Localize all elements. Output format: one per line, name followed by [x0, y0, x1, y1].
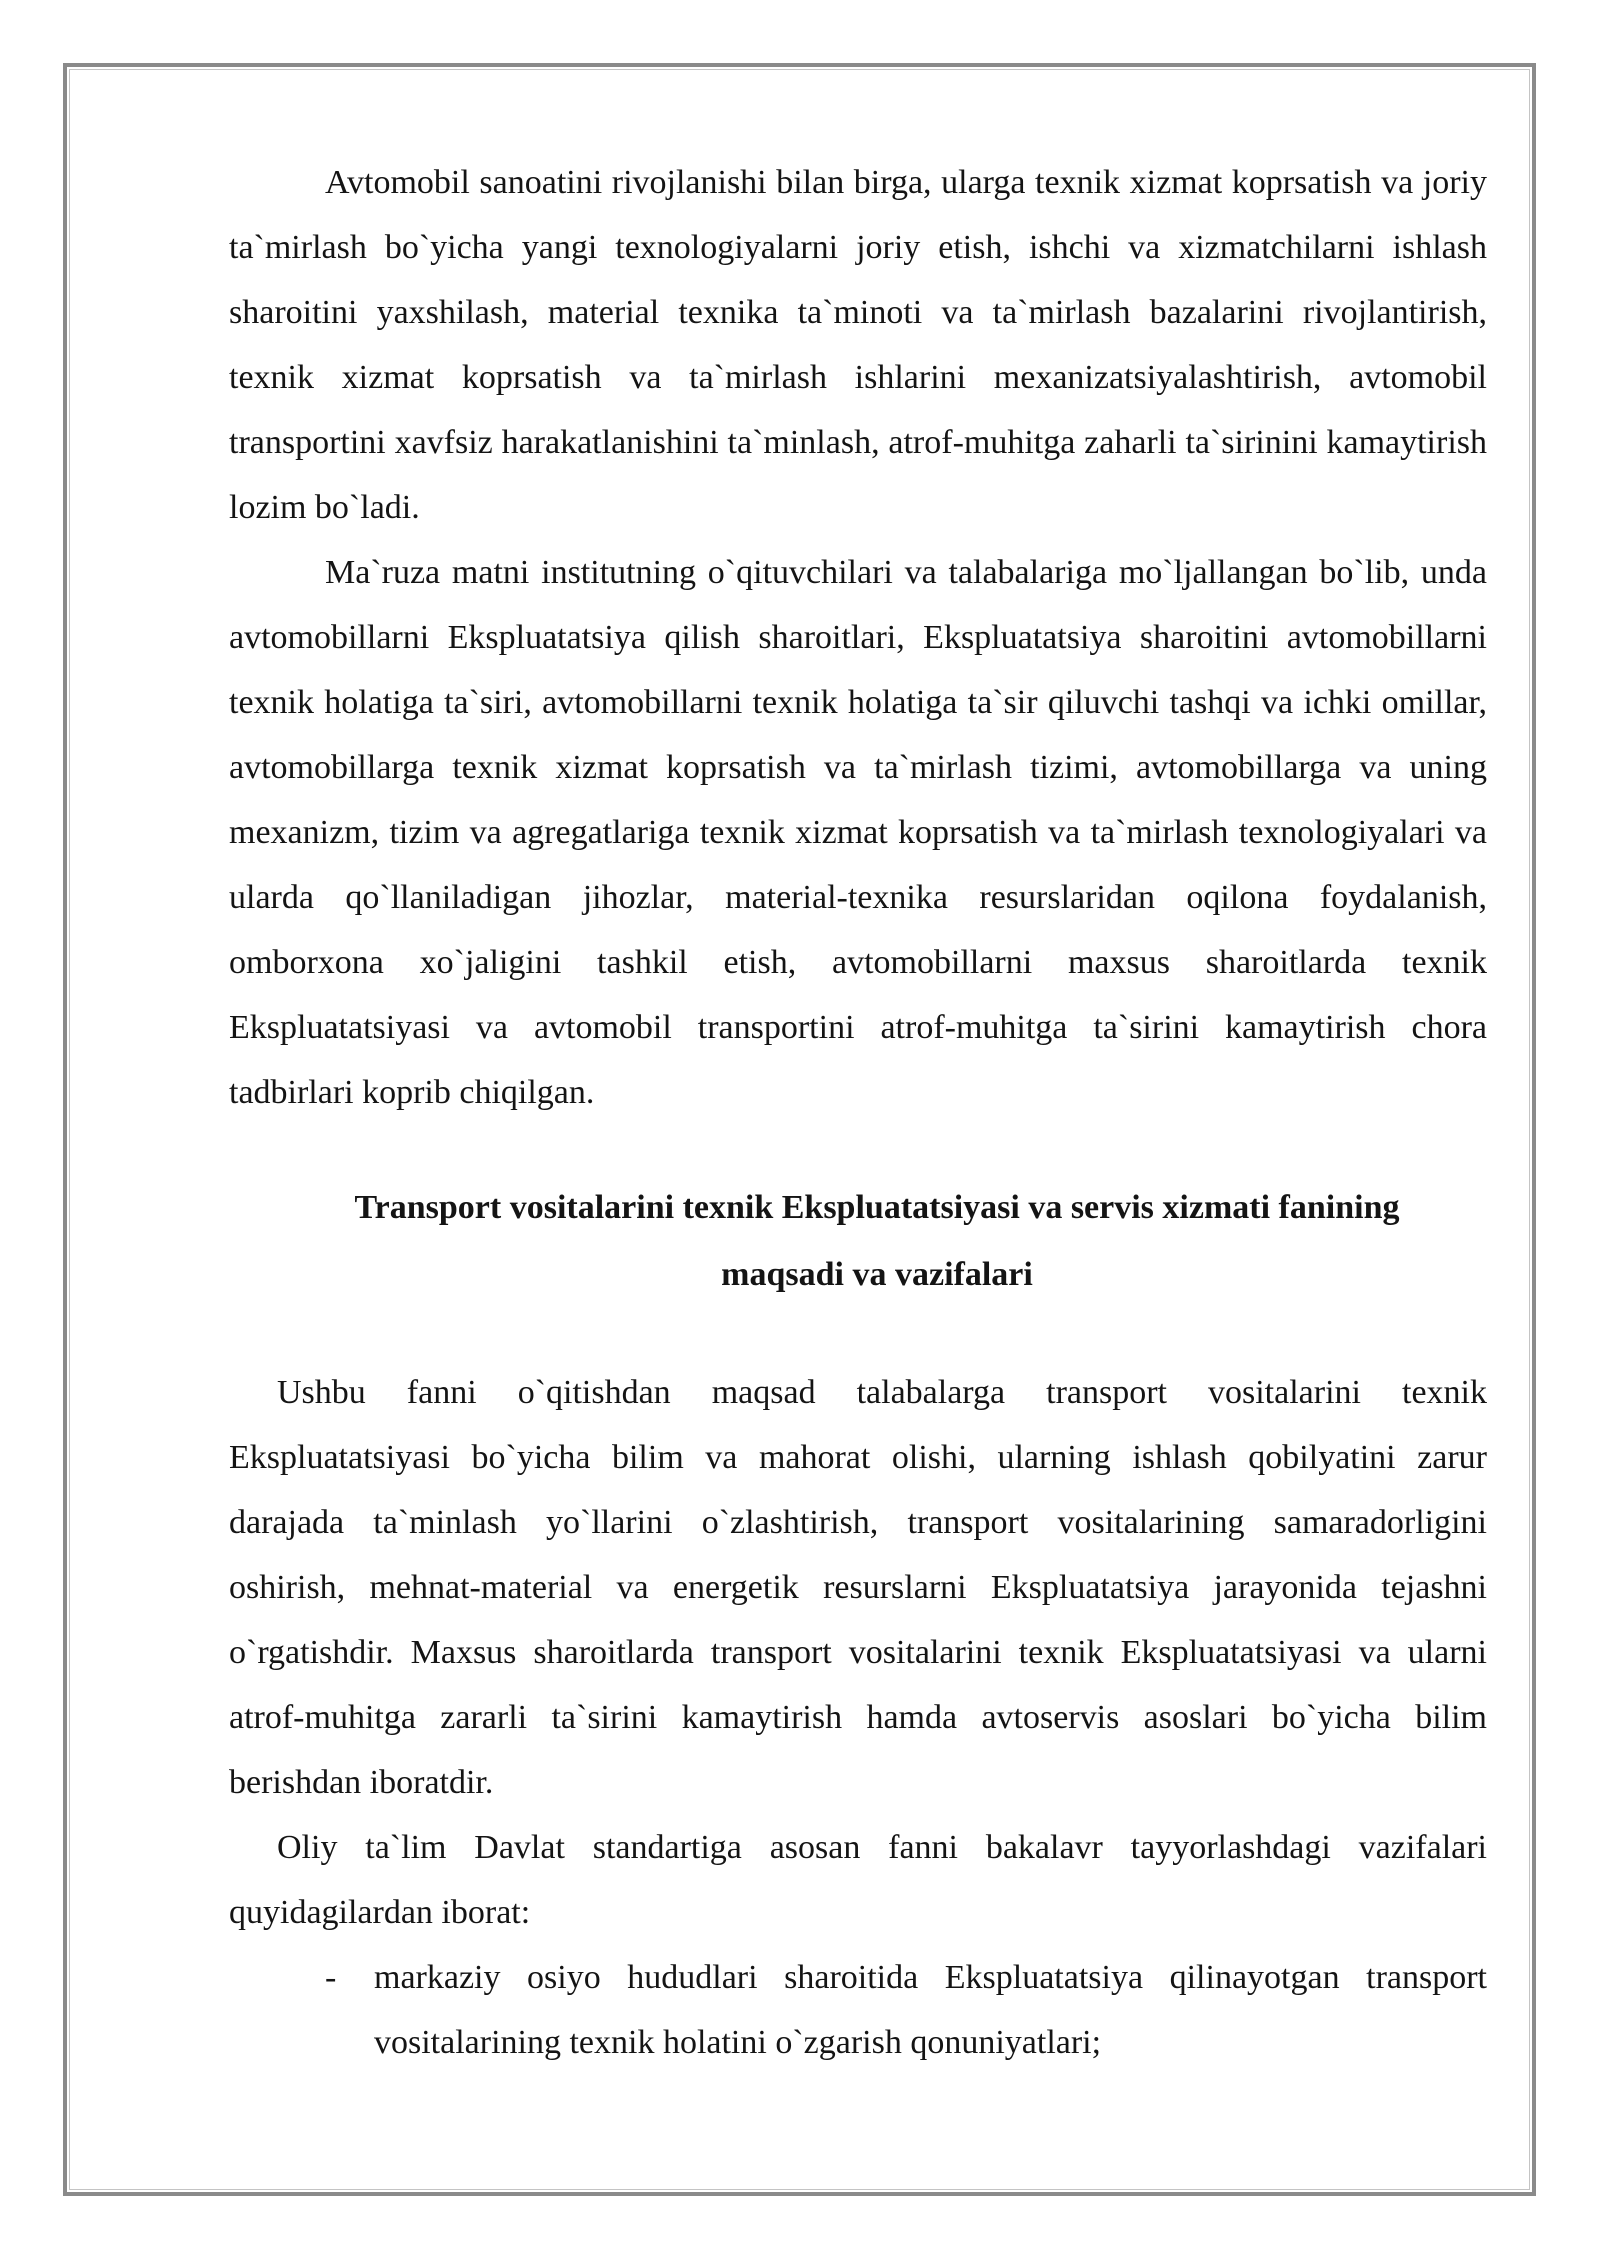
dash-bullet: -: [325, 1959, 337, 1996]
list-item: [229, 1945, 1487, 2075]
document-body: [229, 150, 1487, 2075]
task-list: [229, 1945, 1487, 2075]
spacer: [229, 1308, 1487, 1360]
spacer: [229, 1125, 1487, 1174]
section-heading: Transport vositalarini texnik Ekspluatatsiyasi va servis xizmati fanining maqsadi va vazifalari: [354, 1189, 1400, 1293]
body-paragraph-2: Oliy ta`lim Davlat standartiga asosan fanni bakalavr tayyorlashdagi vazifalari quyidagilardan iborat:: [229, 1829, 1487, 1931]
list-item-text: markaziy osiyo hududlari sharoitida Ekspluatatsiya qilinayotgan transport vositalarining texnik holatini o`zgarish qonuniyatlari;: [374, 1959, 1487, 2061]
intro-paragraph-1: Avtomobil sanoatini rivojlanishi bilan birga, ularga texnik xizmat koprsatish va joriy ta`mirlash bo`yicha yangi texnologiyalarni joriy etish, ishchi va xizmatchilarni ishlash sharoitini yaxshilash, material texnika ta`minoti va ta`mirlash bazalarini rivojlantirish, texnik xizmat koprsatish va ta`mirlash ishlarini mexanizatsiyalashtirish, avtomobil transportini xavfsiz harakatlanishini ta`minlash, atrof-muhitga zaharli ta`sirinini kamaytirish lozim bo`ladi.: [229, 164, 1487, 526]
intro-paragraph-2: Ma`ruza matni institutning o`qituvchilari va talabalariga mo`ljallangan bo`lib, unda avtomobillarni Ekspluatatsiya qilish sharoitlari, Ekspluatatsiya sharoitini avtomobillarni texnik holatiga ta`siri, avtomobillarni texnik holatiga ta`sir qiluvchi tashqi va ichki omillar, avtomobillarga texnik xizmat koprsatish va ta`mirlash tizimi, avtomobillarga va uning mexanizm, tizim va agregatlariga texnik xizmat koprsatish va ta`mirlash texnologiyalari va ularda qo`llaniladigan jihozlar, material-texnika resurslaridan oqilona foydalanish, omborxona xo`jaligini tashkil etish, avtomobillarni maxsus sharoitlarda texnik Ekspluatatsiyasi va avtomobil transportini atrof-muhitga ta`sirini kamaytirish chora tadbirlari koprib chiqilgan.: [229, 554, 1487, 1111]
body-paragraph-1: Ushbu fanni o`qitishdan maqsad talabalarga transport vositalarini texnik Ekspluatatsiyasi bo`yicha bilim va mahorat olishi, ularning ishlash qobilyatini zarur darajada ta`minlash yo`llarini o`zlashtirish, transport vositalarining samaradorligini oshirish, mehnat-material va energetik resurslarni Ekspluatatsiya jarayonida tejashni o`rgatishdir. Maxsus sharoitlarda transport vositalarini texnik Ekspluatatsiyasi va ularni atrof-muhitga zararli ta`sirini kamaytirish hamda avtoservis asoslari bo`yicha bilim berishdan iboratdir.: [229, 1374, 1487, 1801]
